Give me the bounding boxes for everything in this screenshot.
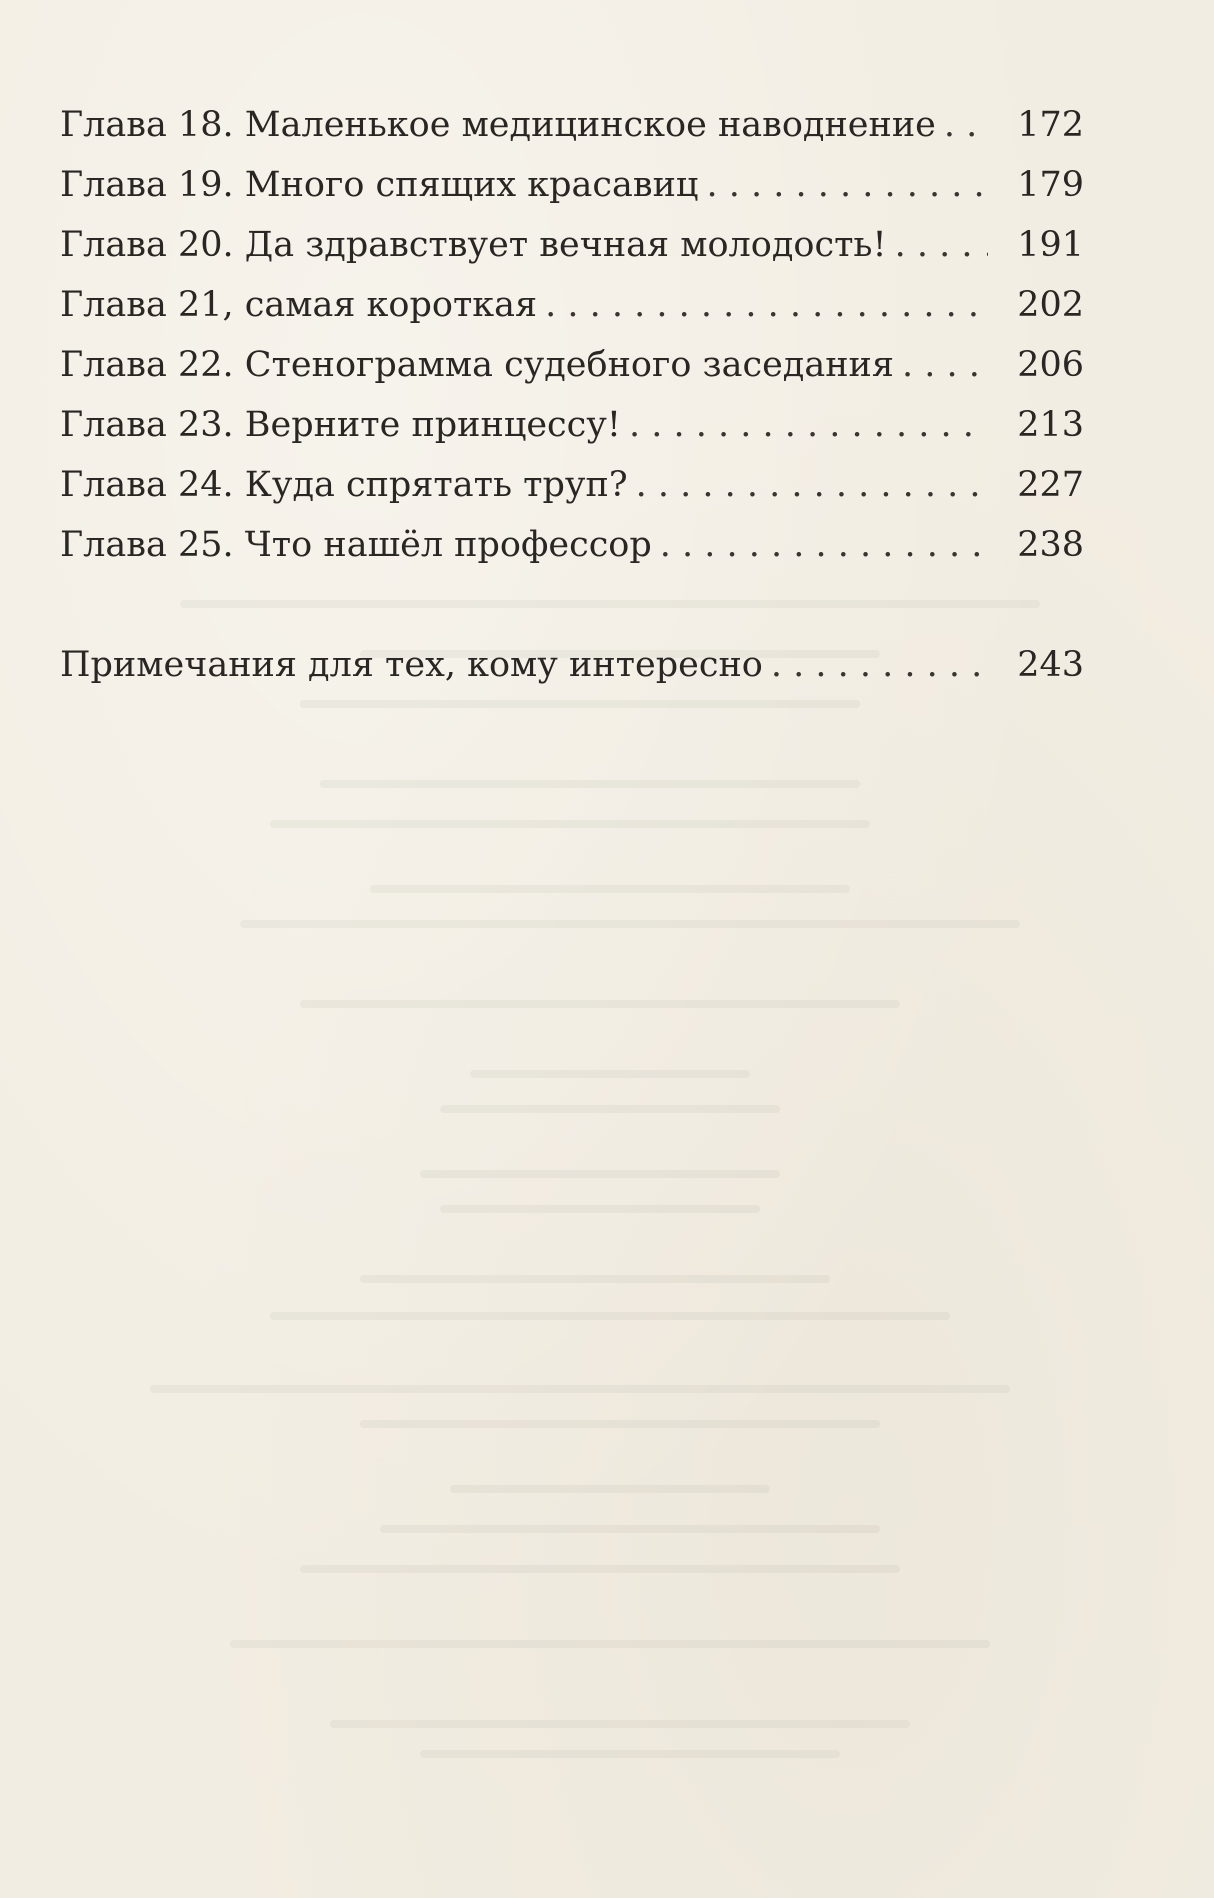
- toc-entry-page: 202: [1017, 285, 1084, 325]
- dot-leader: [545, 275, 988, 335]
- dot-leader: [636, 455, 988, 515]
- toc-entry-page: 213: [1017, 405, 1084, 445]
- toc-entry-title: Примечания для тех, кому интересно: [60, 645, 763, 685]
- toc-entry: [60, 215, 1084, 275]
- toc-entry-title: Глава 20. Да здравствует вечная молодость!: [60, 225, 887, 265]
- table-of-contents: [60, 95, 1084, 695]
- toc-entry: [60, 275, 1084, 335]
- dot-leader: [895, 215, 988, 275]
- dot-leader: [629, 395, 988, 455]
- toc-entry-title: Глава 24. Куда спрятать труп?: [60, 465, 628, 505]
- toc-appendix-entry: [60, 635, 1084, 695]
- toc-entry: [60, 515, 1084, 575]
- toc-entry-title: Глава 25. Что нашёл профессор: [60, 525, 652, 565]
- dot-leader: [902, 335, 988, 395]
- dot-leader: [944, 95, 988, 155]
- toc-entry-page: 243: [1017, 645, 1084, 685]
- dot-leader: [660, 515, 988, 575]
- toc-entry-page: 227: [1017, 465, 1084, 505]
- section-gap: [60, 575, 1084, 635]
- dot-leader: [771, 635, 988, 695]
- toc-entry: [60, 95, 1084, 155]
- toc-entry: [60, 395, 1084, 455]
- dot-leader: [706, 155, 988, 215]
- toc-entry: [60, 335, 1084, 395]
- toc-entry-title: Глава 22. Стенограмма судебного заседания: [60, 345, 894, 385]
- toc-entry-page: 206: [1017, 345, 1084, 385]
- toc-entry-page: 179: [1017, 165, 1084, 205]
- toc-entry-title: Глава 18. Маленькое медицинское наводнение: [60, 105, 936, 145]
- toc-entry-title: Глава 21, самая короткая: [60, 285, 538, 325]
- toc-entry-title: Глава 23. Верните принцессу!: [60, 405, 621, 445]
- toc-entry-page: 238: [1017, 525, 1084, 565]
- toc-entry: [60, 155, 1084, 215]
- toc-entry: [60, 455, 1084, 515]
- toc-entry-page: 172: [1017, 105, 1084, 145]
- toc-entry-page: 191: [1017, 225, 1084, 265]
- toc-entry-title: Глава 19. Много спящих красавиц: [60, 165, 699, 205]
